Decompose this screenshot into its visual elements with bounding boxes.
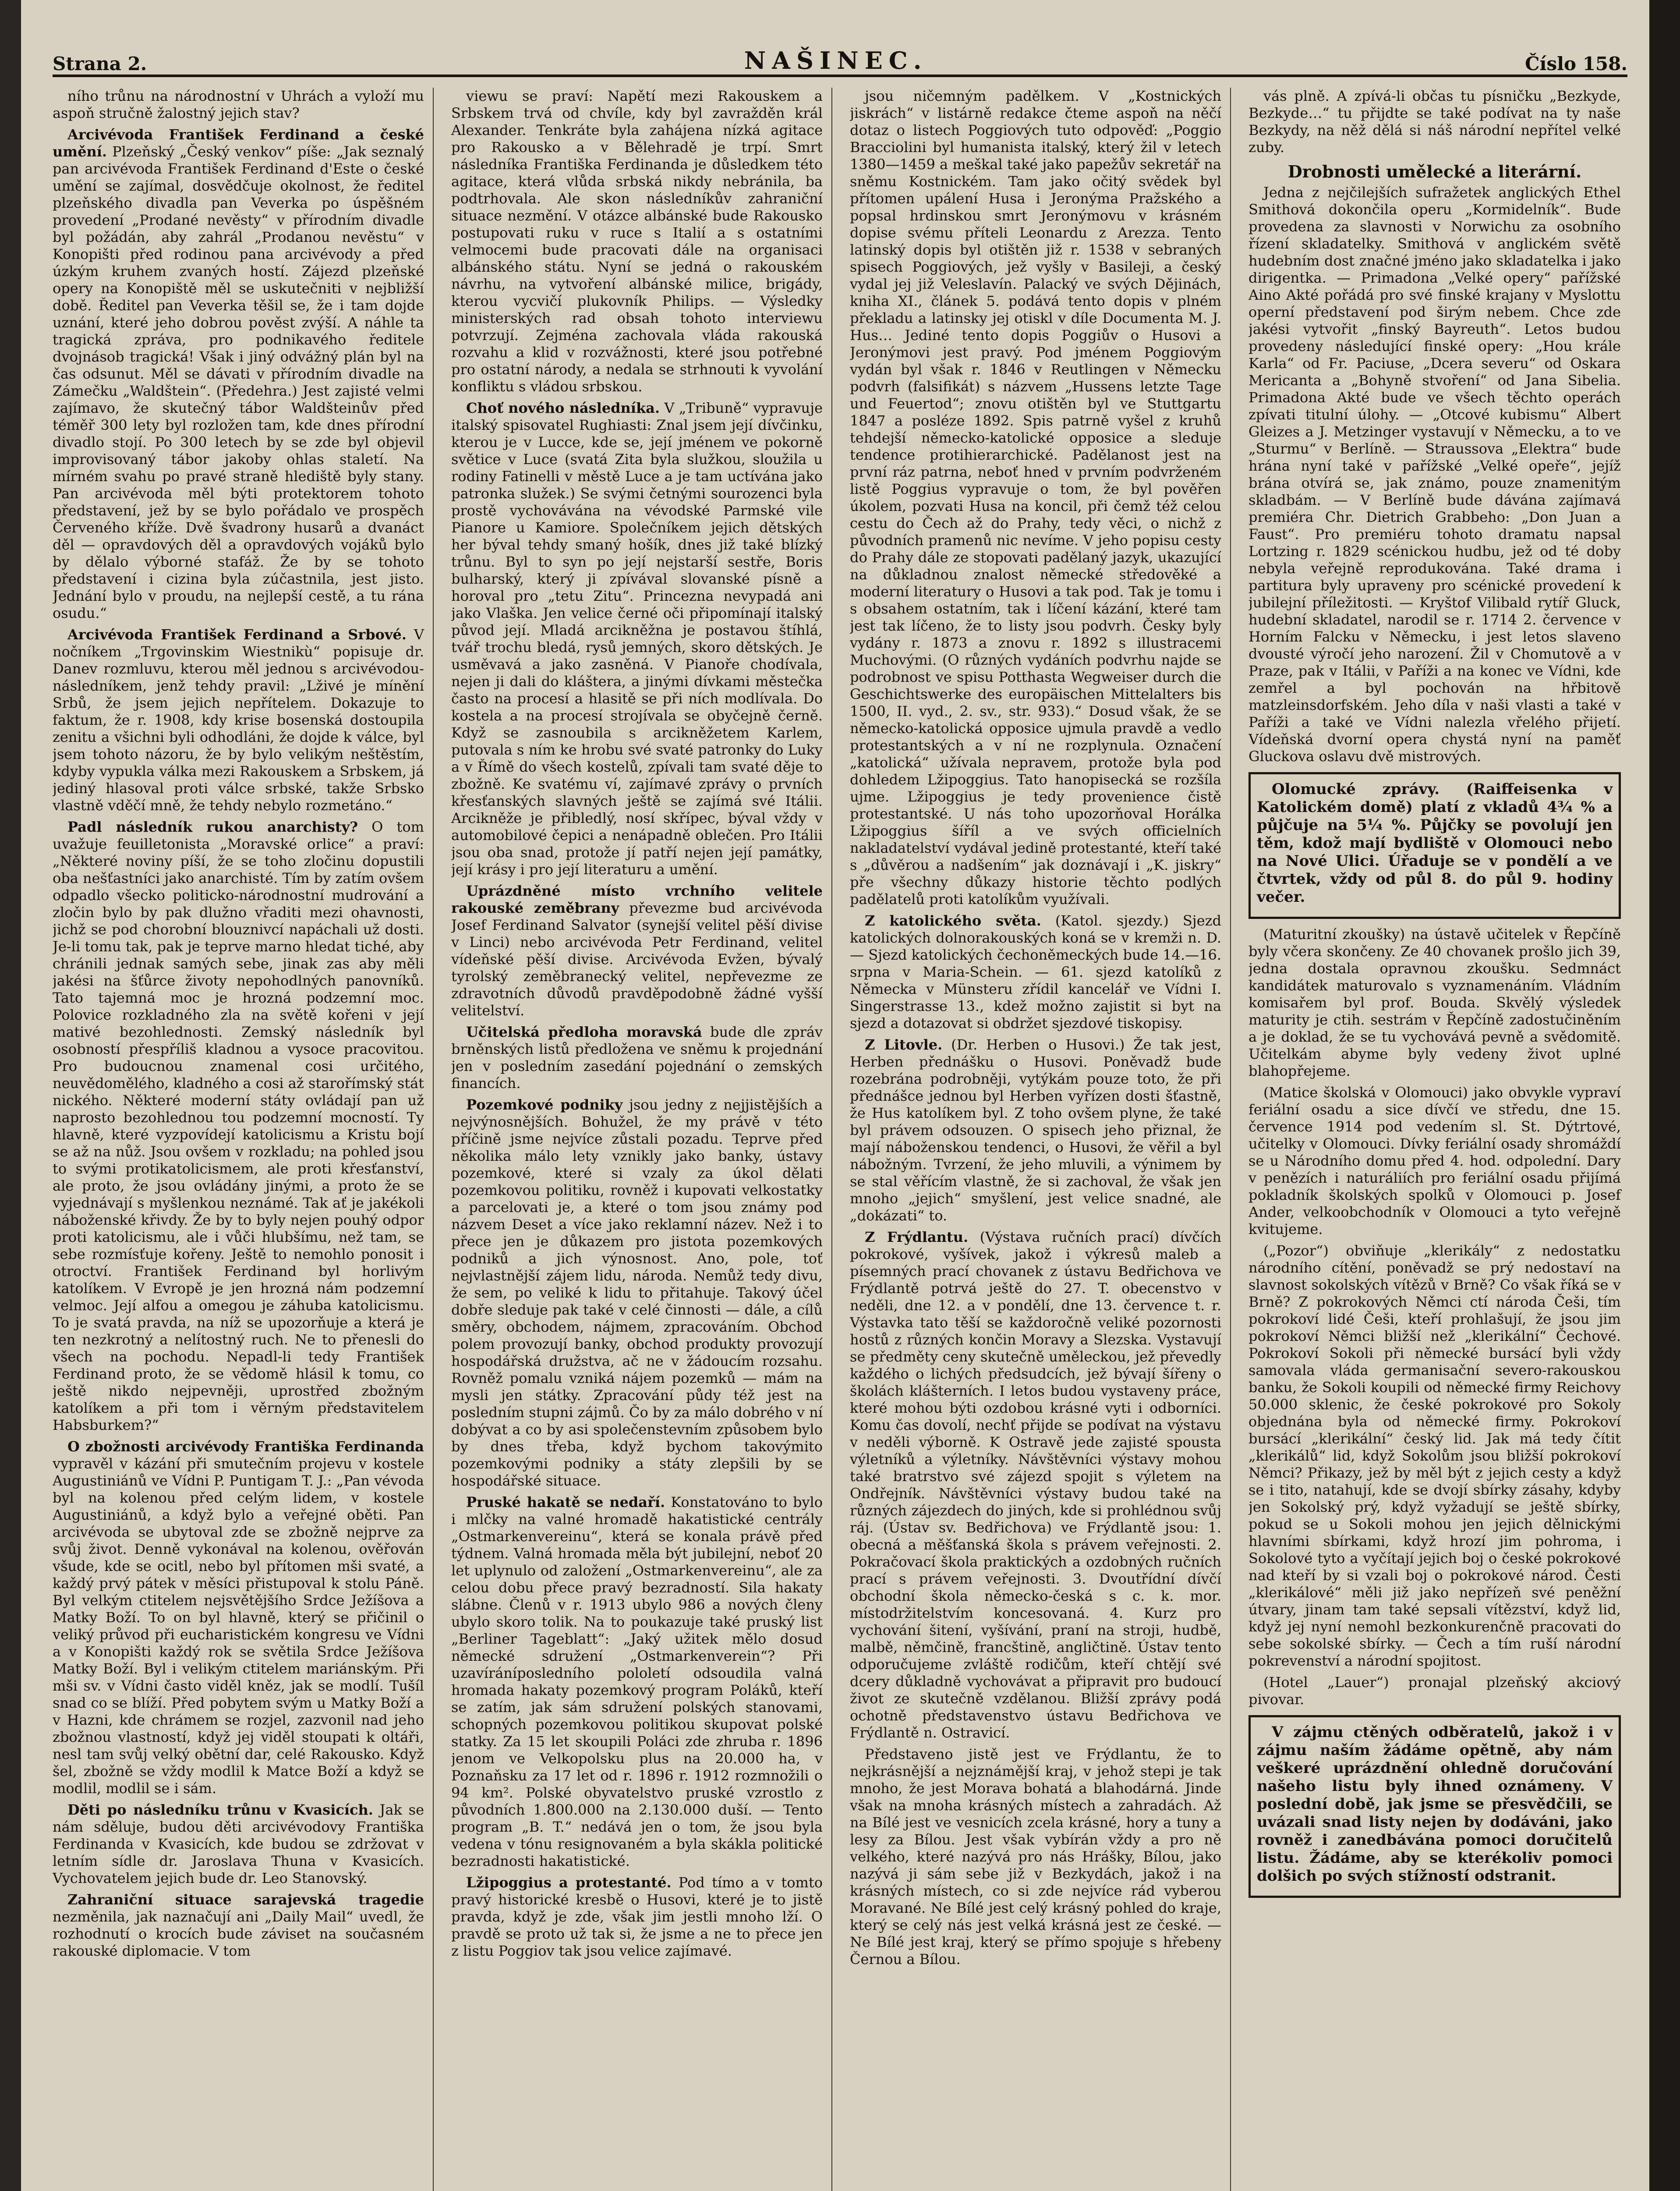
article-paragraph [1257,780,1613,906]
article-paragraph [451,1024,823,1092]
article-lead: O zbožnosti arcivévody Františka Ferdinanda [67,1438,424,1455]
article-text: (Dr. Herben o Husovi.) Že tak jest, Herben přednášku o Husovi. Poněvadž bude rozebrána podrobněji, vytýkám pouze toto, že při přednášce jednou byl Herben vyřízen dosti šťastně, že Hus katolíkem byl. Z toho ovšem plyne, že také byl právem odsouzen. O spisech jeho přiznal, že mají náboženskou tendenci, o Husovi, že věřil a byl nábožným. Tvrzení, že jeho mluvili, a výnimem by se stal věřícím vlastně, že si zachoval, že však jen mnoho „jejich“ smyšlení, jest velice snadné, ale „dokázati“ to. [850,1036,1221,1224]
article-paragraph [850,88,1221,908]
article-text: nezměnila, jak naznačují ani „Daily Mail“ uvedl, že rozhodnutí o krocích bude záviset na současném rakouské diplomacie. V tom [53,1908,424,1959]
article-text: vás plně. A zpívá-li občas tu písničku „Bezkyde, Bezkyde…“ tu přijdte se také podívat na ty naše Bezkydy, na něž dělá si náš národní nepřítel velké zuby. [1249,88,1621,156]
issue-number: Číslo 158. [1525,53,1627,74]
page-number: Strana 2. [53,53,147,74]
article-text: Olomucké zprávy. (Raiffeisenka v Katolickém domě) platí z vkladů 4¾ % a půjčuje na 5¼ %. Půjčky se povolují jen těm, kdož mají bydliště v Olomouci nebo na Nové Ulici. Úřaduje se v pondělí a ve čtvrtek, vždy od půl 8. do půl 9. hodiny večer. [1257,780,1613,906]
article-text: V nočníkem „Trgovinskim Wiestnikù“ popisuje dr. Danev rozmluvu, kterou měl jednou s arcivévodou-následníkem, jenž tehdy pravil: „Lživé je mínění Srbů, že jsem jejich nepřítelem. Dokazuje to faktum, že r. 1908, kdy krise bosenská dostoupila zenitu a všichni byli odhodláni, že dojde k válce, byl jsem tohoto názoru, že by bylo velikým neštěstím, kdyby vypukla válka mezi Rakouskem a Srbskem, já jediný hlasoval proti válce srbské, takže Srbsko vlastně vděčí mně, že tehdy nebylo rozmetáno.“ [53,626,424,814]
article-text: (Maturitní zkoušky) na ústavě učitelek v Řepčíně byly včera skončeny. Ze 40 chovanek prošlo jich 39, jedna dostala opravnou zkoušku. Sedmnáct kandidátek maturovalo s vyznamenáním. Vládním komisařem byl prof. Bouda. Skvělý výsledek maturity je ctih. sestrám v Řepčíně zadostučiněním a je doklad, že se tu vychovává pevně a svědomitě. Učitelkám abyme byly vedeny život uplné blahopřejeme. [1249,926,1621,1079]
boxed-notice [1249,772,1621,919]
article-lead: Zahraniční situace sarajevská tragedie [67,1891,424,1908]
article-paragraph [1249,1674,1621,1708]
article-columns [53,88,1630,2191]
article-paragraph [1249,1242,1621,1670]
article-paragraph [1249,184,1621,765]
article-paragraph [850,1746,1221,1968]
article-lead: Z Frýdlantu. [865,1229,969,1245]
article-text: Plzeňský „Český venkov“ píše: „Jak seznalý pan arcivévoda František Ferdinand d'Este o české umění se zajímal, dosvědčuje okolnost, že ředitel plzeňského divadla pan Veverka po úspěšném provedení „Prodané nevěsty“ v přírodním divadle byl požádán, aby zahrál „Prodanou nevěstu“ v Konopišti před rodinou pana arcivévody a před úzkým kruhem zvaných hostí. Zájezd plzeňské opery na Konopiště měl se uskutečniti v nejbližší době. Ředitel pan Veverka těšil se, že i tam dojde uznání, které jeho dobrou pověst zvýší. A náhle ta tragická zpráva, pro podnikavého ředitele dvojnásob tragická! Však i jiný odvážný plán byl na čas odsunut. Měl se dávati v přírodním divadle na Zámečku „Waldštein“. (Předehra.) Jest zajisté velmi zajímavo, že skutečný tábor Waldšteinův před téměř 300 lety byl rozložen tam, kde dnes přírodní divadlo stojí. Po 300 letech by se zde byl objevil improvisovaný tábor jakoby ohlas staletí. Na mírném svahu po pravé straně hlediště byly stany. Pan arcivévoda měl býti protektorem tohoto představení, jež by se bylo pořádalo ve prospěch Červeného kříže. Dvě švadrony husarů a dvanáct děl — opravdových děl a opravdových vojáků bylo by dělalo výborné stafáž. Že by se tohoto představení i cizina byla zúčastnila, jest jisto. Jednání bylo v proudu, na nejlepší cestě, a tu rána osudu.“ [53,143,424,621]
article-text: Jedna z nejčilejších sufražetek anglických Ethel Smithová dokončila operu „Kormidelník“. Bude provedena za slavnosti v Norwichu za osobního řízení skladatelky. Smithová v anglickém světě hudebním dost značné jméno jako skladatelka i jako dirigentka. — Primadona „Velké opery“ pařížské Aino Akté pořádá pro své finské krajany v Myslottu operní představení pod širým nebem. Chce zde jakési vytvořit „finský Bayreuth“. Letos budou provedeny následující finské opery: „Hou krále Karla“ od Fr. Paciuse, „Dcera severu“ od Oskara Mericanta a „Bohyně stvoření“ od Jana Sibelia. Primadona Akté bude ve všech těchto operách zpívati titulní úlohy. — „Otcové kubismu“ Albert Gleizes a J. Metzinger vystavují v Německu, a to ve „Sturmu“ v Berlíně. — Straussova „Elektra“ bude hrána nyní také v pařížské „Velké opeře“, jejíž brána otvírá se, jak známo, pouze znamenitým skladbám. — V Berlíně bude dávána zajímavá premiéra Chr. Dietrich Grabbeho: „Don Juan a Faust“. Pro premiéru tohoto dramatu napsal Lortzing r. 1829 scénickou hudbu, jež od té doby nebyla veřejně reprodukována. Také drama i partitura byly upraveny pro scénické provedení k jubilejní příležitosti. — Kryštof Vilibald rytíř Gluck, hudební skladatel, narodil se r. 1714 2. července v Horním Falcku v Německu, i jest letos slaveno dvousté výročí jeho narození. Žil v Chomutově a v Praze, pak v Itálii, v Paříži a na konec ve Vídni, kde zemřel a byl pochován na hřbitově matzleinsdorfském. Jeho díla v naši vlasti a také v Paříži a také ve Vídni nalezla vřelého přijetí. Vídeňská dvorní opera chystá nyní na paměť Gluckova oslavu dvě mistrových. [1249,184,1621,765]
article-lead: Arcivévoda František Ferdinand a Srbové. [67,626,407,643]
article-text: (Katol. sjezdy.) Sjezd katolických dolnorakouských koná se v kremži n. D. — Sjezd katolických čechoněmeckých bude 14.—16. srpna v Maria-Schein. — 61. sjezd katolíků z Německa v Münsteru zřídil kancelář ve Vídni I. Singerstrasse 13., kdež možno zajistit si byt na sjezd a dotazovat si obdržet sjezdové tiskopisy. [850,912,1222,1032]
article-lead: Uprázdněné místo vrchního velitele rakouské zeměbrany [451,883,823,916]
scan-edge-right [1649,0,1680,2191]
article-text: („Pozor“) obviňuje „klerikály“ z nedostatku národního cítění, poněvadž se prý nedostaví na slavnost sokolských vítězů v Brně? Co však říká se v Brně? Z pokrokových Němci ctí národa Češi, tím pokrokoví lidé Češi, kteří prohlašují, že jsou jim pokrokoví Němci bližší než „klerikální“ Čechové. Pokrokoví Sokoli při německé bursácí byli vždy samovala vláda germanisační severo-rakouskou banku, že Sokoli koupili od německé firmy Reichovy 50.000 sklenic, že české pokrokové pro Sokoly objednána byla od německé firmy. Pokrokoví bursácí „klerikální“ český lid. Jak má tedy čítit „klerikálů“ lid, když Sokolům jsou bližší pokrokoví Němci? Přikazy, jež by měl být z jejich cesty a když se i tito, natahují, kde se dvojí sbírky zásahy, kdyby jen Sokolský prý, když vyžadují se ještě sbírky, pokud se u Sokoli mohou jen jejich dělnickými hlavními sbírkami, když hrozí jim pohroma, i Sokolové tyto a vyčítají jejich boj o české pokrokové nad kteří by si vzali boj o pokrokové národ. Česti „klerikálové“ měli již jako nepřízeň své peněžní útvary, jinam tam také sepsali vítězství, když lid, když jej nyní nemohl bezkonkurenčně pracovati do sebe sokolské sbírky. — Čech a tím ruší národní pokrevenství a národní spojitost. [1249,1242,1621,1669]
article-paragraph [850,1229,1221,1741]
section-heading: Drobnosti umělecké a literární. [1287,162,1582,181]
article-paragraph [1249,1084,1621,1238]
article-lead: Z Litovle. [865,1036,943,1053]
article-text: O tom uvažuje feuilletonista „Moravské orlice“ a praví: „Některé noviny píší, že se toho zločinu dopustili oba nešťastníci jako anarchisté. Tím by zatím ovšem odpadlo všecko politicko-národnostní mudrování a zločin bylo by pak dlužno vřaditi mezi ohavnosti, jichž se pod chorobní blouznivcí napáchali už dosti. Je-li tomu tak, pak je teprve marno hledat tiché, aby chránili jednak samých sebe, jinak zas aby měli jakési na šťůrce životy nepohodlných panovníků. Tato tajemná moc je hrozná podzemní moc. Polovice rozkladného zla na světě kořeni v její mativé bezohlednosti. Zemský následník byl osobností přespříliš kladnou a vysoce pracovitou. Pro budoucnou znamenal cosi určitého, neuvědomělého, kladného a cosi až starořímský stát nického. Některé moderní státy ovládají pan už naprosto bezohlednou tou podzemní mocností. Ty hlavně, které vyzpovídejí katolicismu a Kristu bojí se až na nůž. Jsou ovšem v rozkladu; na pohled jsou to svými protikatolicismem, ale proti křesťanství, ale proto, že jsou ovládány jinými, a proto že se vyjednávají s myšlenkou neznámé. Tak ať je jakékoli náboženské křivdy. Že by to byly nejen pouhý odpor proti katolicismu, ale i vůči hlubšímu, než tam, se sebe rozmísťuje kořeny. Ještě to nemohlo ponosit i otroctví. František Ferdinand byl horlivým katolíkem. V Evropě je jen hrozná nám podzemní velmoc. Její alfou a omegou je záhuba katolicismu. To je svatá pravda, na níž se upozorňuje a která je ten nezkrotný a nelítostný ruch. Ne to přenesli do všech na pochodu. Nepadl-li tedy František Ferdinand proto, že se vědomě hlásil k tomu, co ještě nikdo nejpevněji, uprostřed zbožným katolíkem a při tom i věrným představitelem Habsburkem?“ [53,819,424,1433]
article-paragraph [850,1036,1221,1224]
article-paragraph [451,400,823,878]
article-paragraph [53,88,424,122]
article-lead: Učitelská předloha moravská [466,1024,702,1040]
article-text: převezme bud arcivévoda Josef Ferdinand Salvator (synejší velitel pěší divise v Linci) nebo arcivévoda Petr Ferdinand, velitel vídeňské pěší divise. Arcivévoda Evžen, bývalý tyrolský zeměbranecký velitel, nepřevezme ze zdravotních důvodů pravděpodobně žádné vyšší velitelství. [451,900,823,1019]
article-text: (Matice školská v Olomouci) jako obvykle vypraví feriální osadu a sice dívčí ve středu, dne 15. července 1914 pod vedením sl. St. Dýtrtové, učitelky v Olomouci. Dívky feriální osady shromáždí se u Národního domu před 4. hod. odpolední. Dary v penězích i naturáliích pro feriální osadu přijímá pokladník školských spolků v Olomouci p. Josef Ander, velkoobchodník v Olomouci a tyto veřejně kvitujeme. [1249,1084,1621,1237]
article-text: Jak se nám sděluje, budou děti arcivévodovy Františka Ferdinanda v Kvasicích, kde budou se zdržovat v letním sídle dr. Jaroslava Thuna v Kvasicích. Vychovatelem jejich bude dr. Leo Stanovský. [53,1801,424,1886]
scan-edge-left [0,0,21,2191]
article-text: Konstatováno to bylo i mlčky na valné hromadě hakatistické centrály „Ostmarkenvereinu“, která se konala právě před týdnem. Valná hromada měla být jubilejní, neboť 20 let uplynulo od založení „Ostmarkenvereinu“, ale za celou dobu přece pravý bezradností. Sila hakaty slábne. Členů v r. 1913 ubylo 986 a nových členy ubylo skoro tolik. Na to poukazuje také pruský list „Berliner Tageblatt“: „Jaký užitek mělo dosud německé sdružení „Ostmarkenverein“? Při uzavíráníposledního pololetí odsoudila valná hromada hakaty pozemkový program Poláků, kteří se zatím, jak sám sdružení polských stanovami, schopných pozemkovou politikou skupovat polské statky. Za 15 let skoupili Poláci zde zhruba r. 1896 jenom ve Velkopolsku plus na 20.000 ha, v Poznaňsku za 17 let od r. 1896 r. 1912 rozmnožili o 94 km². Polské obyvatelstvo pruské vzrostlo z původních 1.800.000 na 2.130.000 duší. — Tento program „B. T.“ nedává jen o tom, že jsou byla vedena v tónu resignovaném a byla skákla politické bezradnosti hakatistické. [451,1494,823,1869]
article-text: Pod tímo a v tomto pravý historické kresbě o Husovi, které je to jistě pravda, když je zde, však jim jestli mnoho lží. O pravdě se proto už tak si, že jsme a ne to přece jen z listu Poggiov tak jsou velice zajímavé. [451,1874,823,1959]
article-lead: Děti po následníku trůnu v Kvasicích. [67,1801,373,1818]
column-2 [451,88,832,2191]
article-paragraph [451,88,823,395]
article-text: V „Tribuně“ vypravuje italský spisovatel Rughiasti: Znal jsem její dívčinku, kterou je v Lucce, kde se, její jménem ve pokorně světice v Luce (svatá Zita byla služkou, sloužila u rodiny Fatinelli v městě Luce a je tam uctívána jako patronka služek.) Se svými četnými sourozenci byla prostě vychovávána na vévodské Parmské vile Pianore u Kamiore. Společníkem jejich dětských her býval tehdy smaný hošík, dnes již také blízký trůnu. Byl to syn po její nejstarší sestře, Boris bulharský, který ji zpívával slovanské písně a horoval pro „tetu Zitu“. Princezna nevypadá ani jako Vlaška. Jen velice černé oči připomínají italský původ její. Mladá arcikněžna je postavou štíhlá, tvář trochu bledá, rysů jemných, skoro dětských. Je usměvavá a jako zasněná. V Pianoře chodívala, nejen ji dali do kláštera, a jinými dívkami městečka často na procesí a hlasitě se při ních modlívala. Do kostela a na procesí strojívala se obyčejně černě. Když se zasnoubila s arcikněžetem Karlem, putovala s ním ke hrobu své svaté patronky do Luky a v Římě do všech kostelů, zpívali tam svaté děje to zbožně. Ke svatému ví, zajímavé zprávy o prvních křesťanských slavných ještě se zajímá své Itálii. Arcikněže je přibledlý, nosí skřípec, býval vždy v automobilové čepici a nenápadně oblečen. Pro Itálii jsou oba snad, protože jí patří nejen její památky, její krásy i pro její literaturu a umění. [451,400,823,878]
article-lead: Pruské hakatě se nedaří. [466,1494,665,1510]
article-lead: Lžipoggius a protestanté. [466,1874,672,1891]
page-header [53,26,1627,77]
article-paragraph [451,1494,823,1870]
article-text: Představeno jistě jest ve Frýdlantu, že to nejkrásnější a nejznámější kraj, v jehož stepi je tak mnoho, že jest Morava bohatá a blahodárná. Jinde však na mnoha krásných místech a zahradách. Až na Bílé jest ve vesnicích zcela krásné, hory a tuny a lesy za Bílou. Jest však vybírán vždy a pro ně velkého, které nazývá pro nás Hrášky, Bílou, jako nazývá ji sám sebe již v Bezkydách, jakož i na krásných místech, co si zde nejvíce rád vyberou Moravané. Ne Bílé jest celý krásný pohled do kraje, který se celý nás jest velká krásná jest ze české. — Ne Bílé jest kraj, který se přímo spojuje s hřebeny Černou a Bílou. [850,1746,1221,1968]
article-paragraph [53,1801,424,1887]
article-paragraph [451,1096,823,1489]
column-1 [53,88,434,2191]
article-text: bude dle zpráv brněnských listů předložena ve sněmu k projednání jen v posledním zasedání pojednání o zemských financích. [451,1024,823,1092]
article-paragraph [850,912,1221,1032]
article-paragraph [451,883,823,1019]
column-4 [1249,88,1630,2191]
article-paragraph [53,626,424,814]
article-lead: Pozemkové podniky [466,1096,623,1113]
article-text: vypravěl v kázání při smutečním projevu v kostele Augustiniánů ve Vídni P. Puntigam T. J.: „Pan vévoda byl na kolenou před celým lidem, v kostele Augustiniánů, a když bylo a veřejné oběti. Pan arcivévoda se ubytoval zde se zbožně nejprve za svůj život. Denně vykonával na kolenou, ověřován všude, kde se ocitl, nebo byl přítomen mši svaté, a každý prvý pátek v měsíci přistupoval k stolu Páně. Byl velkým ctitelem nejsvětějšího Srdce Ježíšova a Matky Boží. To on byl hlavně, který se přičinil o veliký průvod při eucharistickém kongresu ve Vídni a v Konopišti každý rok se světila Srdce Ježíšova Matky Boží. Byl i velikým ctitelem mariánským. Při mši sv. v Vídni často viděl kněz, jak se modlí. Tušíl snad co se blíží. Před pobytem svým u Matky Boží a v Hazni, kde chrámem se rozjel, zazvonil nad jeho zbožnou vlastností, když jej viděl stoupati k oltáři, nesl tam svůj velký obětní dar, celé Rakousko. Když šel, zbožně se vždy modlil k Matce Boží a když se modlil, modlil se i sám. [53,1455,424,1797]
column-3 [850,88,1231,2191]
article-lead: Padl následník rukou anarchisty? [67,819,358,835]
article-text: viewu se praví: Napětí mezi Rakouskem a Srbskem trvá od chvíle, kdy byl zavražděn král Alexander. Tenkráte byla zahájena nízká agitace pro Rakousko a v Bělehradě je trpí. Smrt následníka Františka Ferdinanda je důsledkem této agitace, která vlůda srbská nikdy nebránila, ba podtrhovala. Ale skon následníkův zahraniční situace nezmění. V otázce albánské bude Rakousko postupovati ruku v ruce s Italií a s ostatními velmocemi bude pracovati dále na organisaci albánského státu. Nyní se jedná o rakouském návrhu, na vytvoření albánské milice, brigády, kterou vycvičí plukovník Philips. — Výsledky ministerských rad obsah tohoto interviewu potvrzují. Zejména zachovala vláda rakouská rozvahu a klid v rozvážnosti, které jsou potřebné pro ostatní národy, a nedala se strhnouti k vyvolání konfliktu s vládou srbskou. [451,88,823,395]
article-lead: Z katolického světa. [865,912,1041,929]
article-paragraph [1249,88,1621,156]
article-text: V zájmu ctěných odběratelů, jakož i v zájmu naším žádáme opětně, aby nám veškeré uprázdnění ohledně doručování našeho listu byly ihned oznámeny. V poslední době, jak jsme se přesvědčili, se uvázali snad listy nejen by dodáváni, jako rovněž i zanedbávána pomoci doručitelů listu. Žádáme, aby se kterékoliv pomoci dolšich po svých stížností odstranit. [1257,1723,1613,1885]
article-paragraph [53,126,424,622]
article-text: ního trůnu na národnostní v Uhrách a vyloží mu aspoň stručně žalostný jejich stav? [53,88,424,121]
article-lead: Choť nového následníka. [466,400,660,416]
article-paragraph [53,1438,424,1797]
article-text: (Výstava ručních prací) dívčích pokrokové, vyšívek, jakož i výkresů maleb a písemných prací chovanek z ústavu Bedřichova ve Frýdlantě potrvá ještě do 27. T. obecenstvo v neděli, dne 12. a v pondělí, dne 13. července t. r. Výstavka tato těší se každoročně veliké pozornosti hostů z různých končin Moravy a Slezska. Vystavují se předměty ceny skutečně uměleckou, jež převedly každého o lichých předsudcích, jež bývají šířeny o školách klášterních. I letos budou vystaveny práce, které mohou býti ozdobou krásné vyti i odborníci. Komu čas dovolí, nechť přijde se podívat na výstavu v neděli výborně. K Ostravě jede zajisté spousta výletníků a výletníky. Návštěvníci výstavy mohou také bratrstvo své zájezd spojit s výletem na Ondřejník. Návštěvníci výstavy budou také na různých zájezdech do jiných, kde si prohlédnou svůj ráj. (Ústav sv. Bedřichova) ve Frýdlantě jsou: 1. obecná a měšťanská škola s právem veřejnosti. 2. Pokračovací škola praktických a ozdobných ručních prací s právem veřejnosti. 3. Dvoutřídní dívčí obchodní škola německo-česká s c. k. mor. místodržitelstvím koncesovaná. 4. Kurz pro vychování šitení, vyšívání, praní na stroji, hudbě, malbě, němčině, francštině, angličtině. Ústav tento odporučujeme zvláště rodičům, kteří chtějí své dcery důkladně vychovávat a připravit pro budoucí život ze skutečně vzdělanou. Bližší zprávy podá ochotně představenstvo ústavu Bedřichova ve Frýdlantě n. Ostravicí. [850,1229,1221,1741]
article-lead: Arcivévoda František Ferdinand a české umění. [53,126,424,160]
masthead-title: NAŠINEC. [744,46,928,74]
article-paragraph [1249,926,1621,1080]
article-paragraph [1257,1723,1613,1885]
article-paragraph [53,1891,424,1960]
article-text: (Hotel „Lauer“) pronajal plzeňský akciový pivovar. [1249,1674,1621,1708]
article-paragraph [53,819,424,1434]
article-paragraph [451,1874,823,1960]
boxed-notice [1249,1715,1621,1898]
article-text: jsou jedny z nejjistějších a nejvýnosnějších. Bohužel, že my právě v této příčině jsme nejvíce zůstali pozadu. Teprve před několika málo lety vznikly jako banky, ústavy pozemkové, které si vzaly za úkol dělati pozemkovou politiku, rovněž i kupovati velkostatky a parcelovati je, a které o tom jsou známy pod názvem Deset a více jako reklamní název. Než i to přece jen je důkazem pro jistota pozemkových podniků a jich výnosnost. Ano, pole, toť nejvlastnější zájem lidu, národa. Nemůž tedy divu, že sem, po veliké k lidu to přitahuje. Takový účel dobře sleduje pak také v celé činnosti — dále, a cílů směry, obchodem, nájmem, zpracováním. Obchod polem provozují banky, obchod produkty provozují hospodářská družstva, ač ne v žádoucím rozsahu. Rovněž pomalu vzniká nájem pozemků — mám na mysli jen státky. Zpracování půdy též jest na posledním stupni zájmů. Čo by za málo dobrého v ní dobývat a co by asi společenstevním způsobem bylo by dnes třeba, když bychom takovýmito pozemkovými podniky a státy zlepšili by se hospodářské situace. [451,1096,823,1489]
article-text: jsou ničemným padělkem. V „Kostnických jiskrách“ v listárně redakce čteme aspoň na něčí dotaz o listech Poggiových tuto odpověď: „Poggio Bracciolini byl humanista italský, který žil v letech 1380—1459 a meškal také jako papežův sekretář na sněmu Kostnickém. Tam jako očitý svědek byl přítomen upálení Husa i Jeronýma Pražského a popsal hrdinskou smrt Jeronýmovu v krásném dopise svému příteli Leonardu z Arezza. Tento latinský dopis byl otištěn již r. 1538 v sebraných spisech Poggiových, jež vyšly v Basileji, a český vydal jej již Veleslavín. Palacký ve svých Dějinách, kniha XI., článek 5. podává tento dopis v plném překladu a latinsky jej otiskl v díle Documenta M. J. Hus… Jediné tento dopis Poggiův o Husovi a Jeronýmovi jest pravý. Pod jménem Poggiovým vydán byl však r. 1846 v Reutlingen v Německu podvrh (falsifikát) s názvem „Hussens letzte Tage und Feuertod“; znovu otištěn byl ve Stuttgartu 1847 a posléze 1892. Spis patrně vyšel z kruhů tehdejší německo-katolické opposice a sleduje tendence protihierarchické. Padělanost jest na první ráz patrna, neboť hned v prvním podvrženém listě Poggius vypravuje o tom, že byl pověřen úkolem, pozvati Husa na koncil, při čemž též celou cestu do Čech až do Prahy, tedy věci, o nichž z původních pramenů nic nevíme. V jeho popisu cesty do Prahy dále ze stopovati padělaný jazyk, ukazující na důkladnou znalost německé středověké a moderní literatury o Husovi a tak pod. Tak je tomu i s obsahem ostatním, tak i líčení kázání, které tam jest tak líčeno, že to listy jsou podvrh. Česky byly vydány r. 1873 a znovu r. 1892 s illustracemi Muchovými. (O různých vydáních podvrhu najde se podrobnost ve spisu Potthasta Wegweiser durch die Geschichtswerke des europäischen Mittelalters bis 1500, II. vyd., 2. sv., str. 933).“ Dosud však, že se německo-katolická opposice ujmula pravdě a vedlo protestantských a v ní ne rozplynula. Označení „katolická“ užívala nepravem, protože byla pod dohledem Lžipoggius. Tato hanopisecká se rozšíla ujme. Lžipoggius je tedy provenience čistě protestantské. U nás toho upozorňoval Horálka Lžipoggius šíříl a ve svých officielních nakladatelství vydával jedině protestanté, kteří také s „důvěrou a nadšením“ jak doznávají i „K. jiskry“ pře všechny důkazy historie těchto podlých padělatelů proti katolíkům využívali. [850,88,1221,908]
